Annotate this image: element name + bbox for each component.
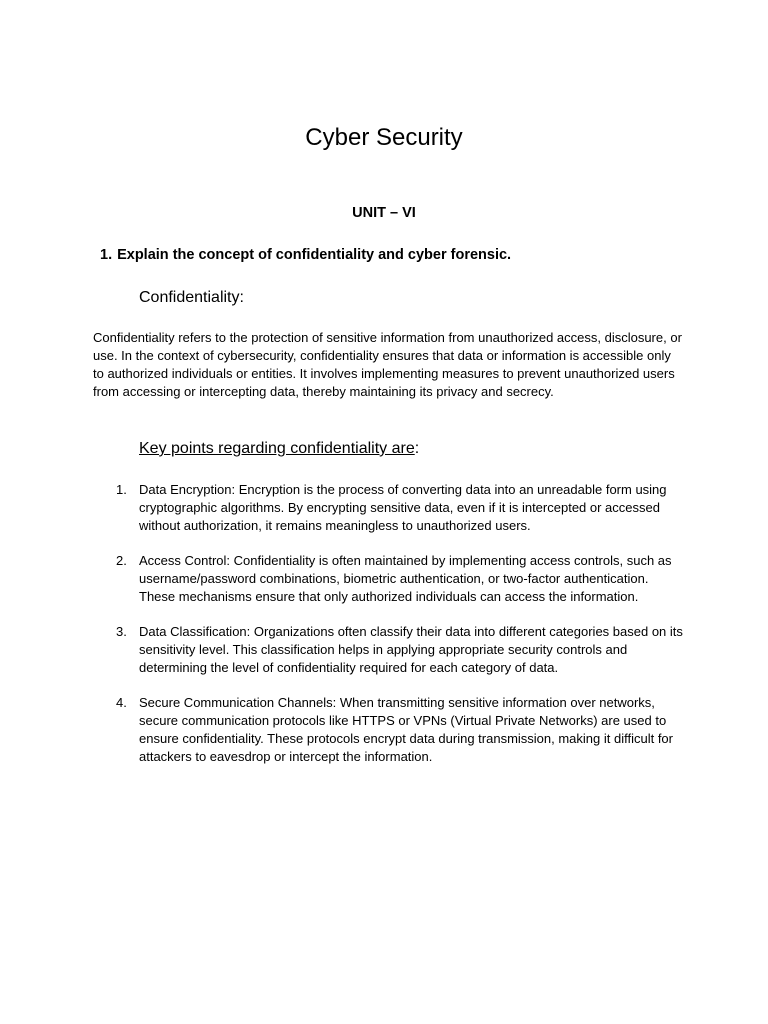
- list-item-text: Access Control: Confidentiality is often maintained by implementing access controls, such as username/password combinations, biometric authentication, or two-factor authentication. These mechanisms ensure that only authorized individuals can access the information.: [139, 553, 672, 604]
- list-item-text: Secure Communication Channels: When transmitting sensitive information over networks, secure communication protocols like HTTPS or VPNs (Virtual Private Networks) are used to ensure confidentiality. These protocols encrypt data during transmission, making it difficult for attackers to eavesdrop or intercept the information.: [139, 695, 673, 764]
- confidentiality-paragraph: Confidentiality refers to the protection of sensitive information from unauthorized access, disclosure, or use. In the context of cybersecurity, confidentiality ensures that data or information is accessible only to authorized individuals or entities. It involves implementing measures to prevent unauthorized users from accessing or intercepting data, thereby maintaining its privacy and secrecy.: [93, 330, 682, 399]
- list-item-number: 3.: [116, 624, 127, 639]
- list-item-text: Data Classification: Organizations often classify their data into different categories based on its sensitivity level. This classification helps in applying appropriate security controls and determining the level of confidentiality required for each category of data.: [139, 624, 683, 675]
- key-points-heading-colon: :: [414, 440, 420, 457]
- document-title: Cyber Security: [305, 124, 463, 151]
- key-points-heading: [139, 440, 419, 458]
- list-item: [0, 481, 684, 535]
- key-points-list: [0, 481, 768, 783]
- question-heading: [100, 247, 511, 263]
- list-item-number: 2.: [116, 553, 127, 568]
- confidentiality-heading: Confidentiality:: [139, 289, 244, 306]
- list-item-text: Data Encryption: Encryption is the process of converting data into an unreadable form using cryptographic algorithms. By encrypting sensitive data, even if it is intercepted or accessed without authorization, it remains meaningless to unauthorized users.: [139, 482, 667, 533]
- unit-heading: UNIT – VI: [352, 205, 416, 221]
- list-item-number: 1.: [116, 482, 127, 497]
- question-text: Explain the concept of confidentiality and cyber forensic.: [117, 247, 512, 263]
- list-item: [0, 552, 684, 606]
- list-item: [0, 694, 684, 766]
- list-item: [0, 623, 684, 677]
- question-number: 1.: [100, 247, 113, 263]
- key-points-heading-text: Key points regarding confidentiality are: [139, 440, 415, 457]
- list-item-number: 4.: [116, 695, 127, 710]
